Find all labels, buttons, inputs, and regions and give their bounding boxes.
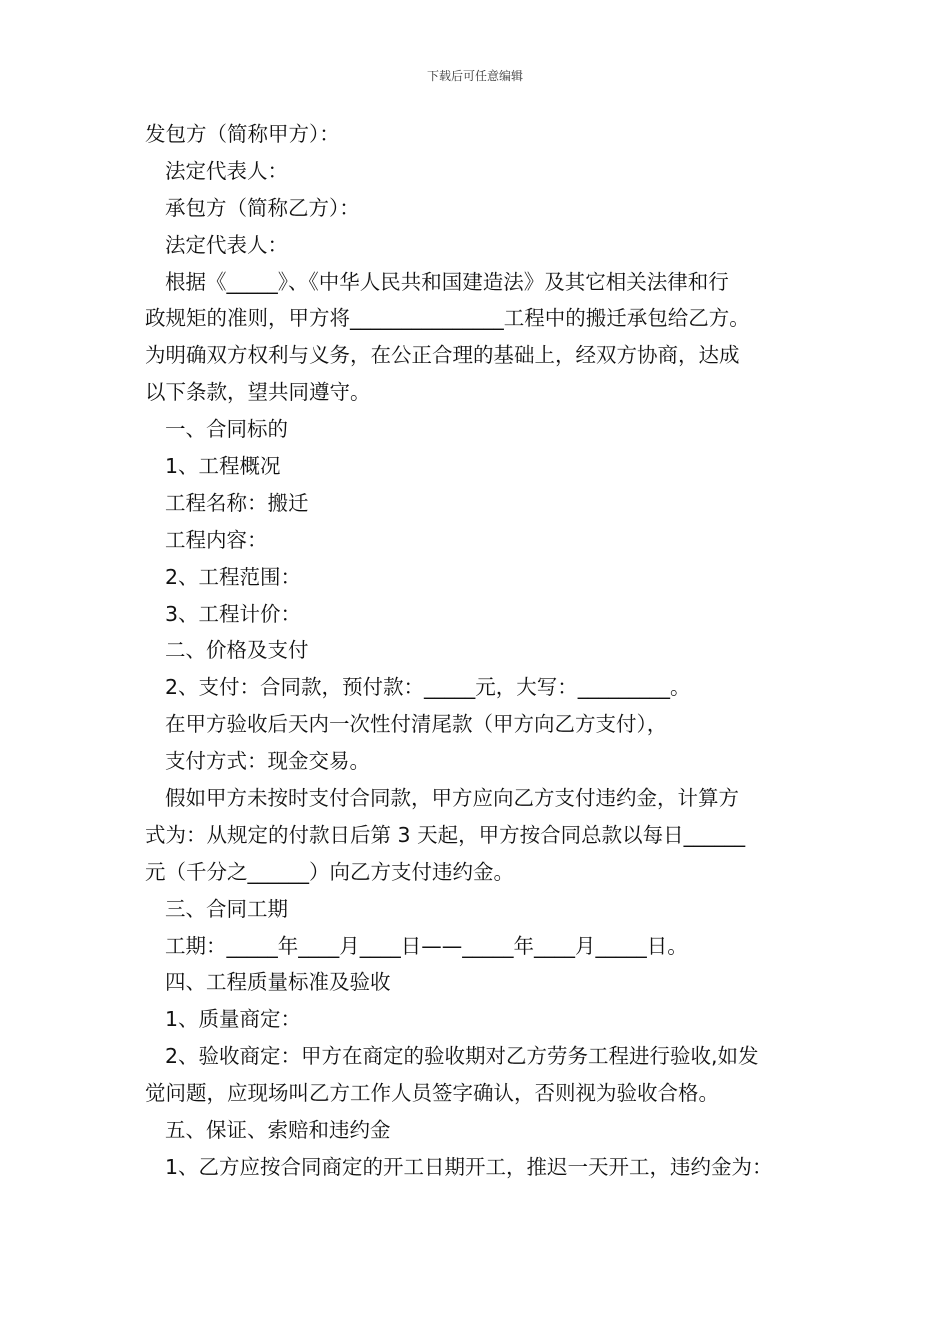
text-line: 工期：_____年____月____日——_____年____月_____日。 <box>165 933 688 958</box>
text-line: 工程名称：搬迁 <box>165 490 309 515</box>
section-heading: 一、合同标的 <box>165 417 288 442</box>
text-line: 政规矩的准则，甲方将_______________工程中的搬迁承包给乙方。 <box>145 306 750 331</box>
text-line: 工程内容： <box>165 527 268 552</box>
text-line: 元（千分之______）向乙方支付违约金。 <box>145 859 514 884</box>
page-header-note: 下载后可任意编辑 <box>426 69 523 83</box>
text-line: 式为：从规定的付款日后第 3 天起，甲方按合同总款以每日______ <box>145 822 746 847</box>
text-line: 2、验收商定：甲方在商定的验收期对乙方劳务工程进行验收,如发 <box>165 1044 759 1069</box>
text-line: 在甲方验收后天内一次性付清尾款（甲方向乙方支付）， <box>165 712 668 737</box>
text-line: 3、工程计价： <box>165 601 302 626</box>
text-line: 假如甲方未按时支付合同款，甲方应向乙方支付违约金，计算方 <box>165 786 739 811</box>
text-line: 承包方（简称乙方）： <box>165 195 360 220</box>
contract-body <box>145 116 820 1186</box>
text-line: 觉问题，应现场叫乙方工作人员签字确认，否则视为验收合格。 <box>145 1081 719 1106</box>
text-line: 支付方式：现金交易。 <box>165 749 370 774</box>
text-line: 1、乙方应按合同商定的开工日期开工，推迟一天开工，违约金为： <box>165 1154 773 1179</box>
section-heading: 五、保证、索赔和违约金 <box>165 1118 391 1143</box>
text-line: 法定代表人： <box>165 232 288 257</box>
section-heading: 二、价格及支付 <box>165 638 309 663</box>
section-heading: 三、合同工期 <box>165 896 288 921</box>
text-line: 2、支付：合同款，预付款：_____元，大写：_________。 <box>165 675 691 700</box>
section-heading: 四、工程质量标准及验收 <box>165 970 391 995</box>
text-line: 1、质量商定： <box>165 1007 302 1032</box>
text-line: 1、工程概况 <box>165 454 281 479</box>
text-line: 法定代表人： <box>165 158 288 183</box>
text-line: 为明确双方权利与义务，在公正合理的基础上，经双方协商，达成 <box>145 343 740 368</box>
text-line: 2、工程范围： <box>165 564 302 589</box>
text-line: 以下条款，望共同遵守。 <box>145 380 371 405</box>
text-line: 发包方（简称甲方）： <box>145 122 340 146</box>
text-line: 根据《_____》、《中华人民共和国建造法》及其它相关法律和行 <box>165 269 729 294</box>
